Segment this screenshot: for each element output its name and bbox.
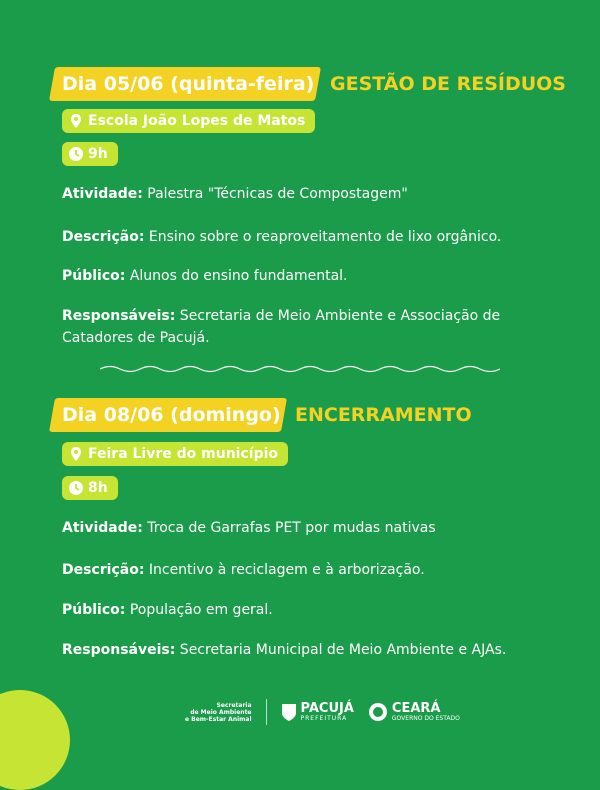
divider [266,699,267,725]
description-line: Descrição: Ensino sobre o reaproveitamento de lixo orgânico. [62,229,502,245]
audience-line: Público: Alunos do ensino fundamental. [62,268,348,284]
location-pill [62,109,315,133]
location-pin-icon [68,113,84,129]
secretaria-logo: Secretaria de Meio Ambiente e Bem-Estar Animal [185,701,252,723]
time-pill [62,142,118,166]
pacuja-logo: PACUJÁ PREFEITURA [281,702,354,722]
event-title: GESTÃO DE RESÍDUOS [330,73,566,95]
wave-divider [100,362,500,376]
audience-line: Público: População em geral. [62,602,273,618]
location-label: Feira Livre do município [88,446,279,462]
location-label: Escola João Lopes de Matos [88,113,306,129]
decorative-circle [0,690,70,790]
event-title: ENCERRAMENTO [295,404,472,426]
state-seal-icon [368,702,388,722]
description-line: Descrição: Incentivo à reciclagem e à arborização. [62,562,425,578]
time-pill [62,476,118,500]
activity-line: Atividade: Palestra "Técnicas de Compostagem" [62,186,408,202]
responsible-line: Responsáveis: Secretaria de Meio Ambiente e Associação de Catadores de Pacujá. [62,308,501,346]
responsible-line: Responsáveis: Secretaria Municipal de Meio Ambiente e AJAs. [62,642,507,658]
footer-logos [185,697,460,727]
activity-line: Atividade: Troca de Garrafas PET por mudas nativas [62,520,436,536]
clock-icon [68,146,84,162]
clock-icon [68,480,84,496]
day-label: Dia 08/06 (domingo) [62,404,281,426]
location-pin-icon [68,446,84,462]
city-crest-icon [281,702,297,722]
time-label: 8h [88,480,108,496]
time-label: 9h [88,146,108,162]
location-pill [62,442,288,466]
day-label: Dia 05/06 (quinta-feira) [62,73,315,95]
ceara-logo: CEARÁ GOVERNO DO ESTADO [368,702,460,722]
